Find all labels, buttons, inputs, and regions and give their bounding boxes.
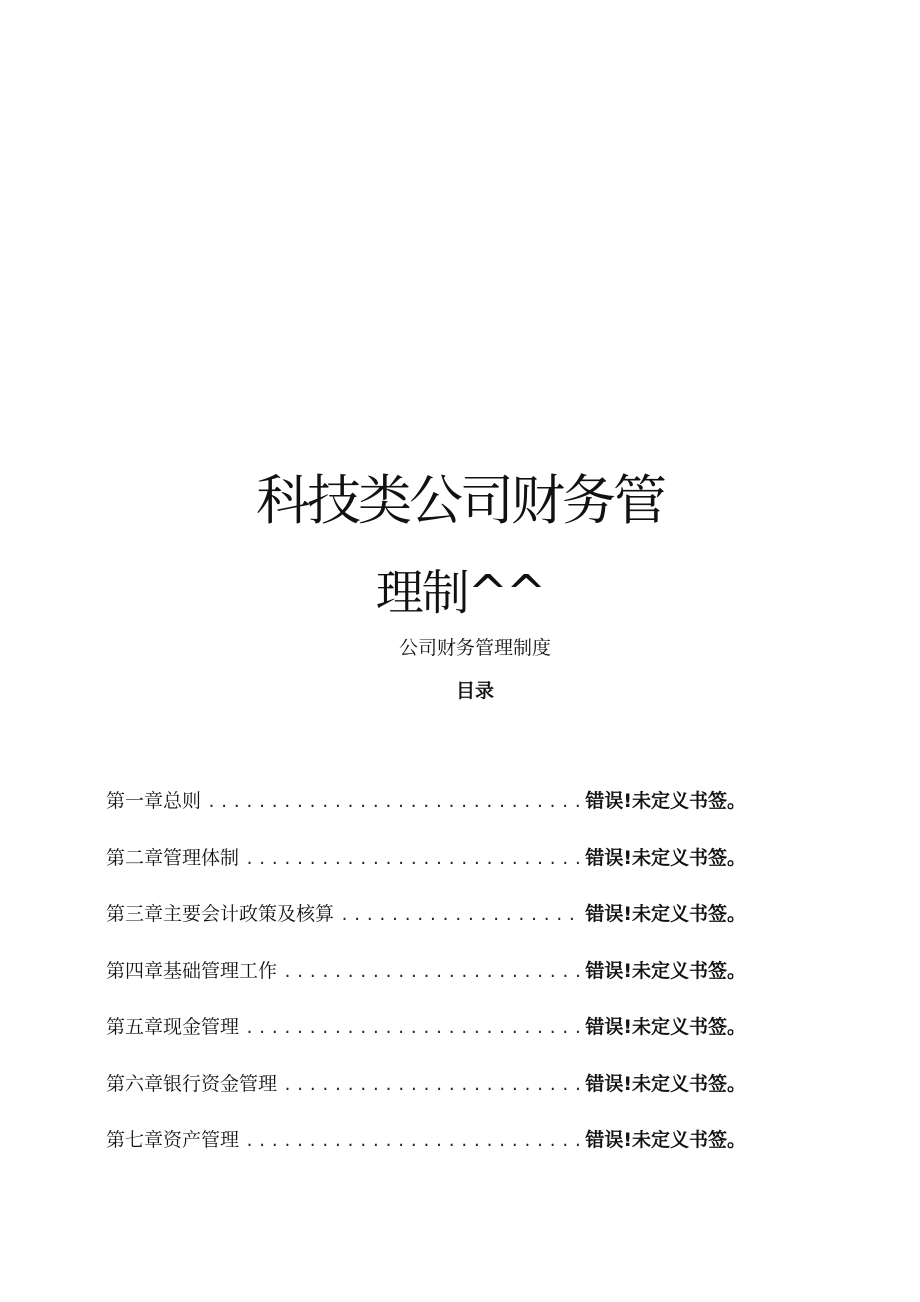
toc-entry-label: 第五章现金管理: [106, 1016, 240, 1038]
document-title-line-1: 科技类公司财务管: [256, 469, 664, 532]
toc-entry-page-ref: 错误!未定义书签。: [585, 903, 746, 925]
toc-entry-page-ref: 错误!未定义书签。: [585, 790, 746, 812]
toc-entry[interactable]: [106, 786, 746, 843]
toc-entry[interactable]: [106, 1012, 746, 1069]
toc-entry[interactable]: [106, 899, 746, 956]
toc-dot-leader: [340, 900, 581, 930]
toc-entry-label: 第四章基础管理工作: [106, 959, 278, 982]
toc-entry-page-ref: 错误!未定义书签。: [585, 846, 746, 869]
toc-heading: 目录: [455, 680, 494, 702]
toc-dot-leader: [245, 1126, 581, 1156]
toc-entry[interactable]: [106, 843, 746, 900]
toc-entry-page-ref: 错误!未定义书签。: [585, 1072, 746, 1095]
table-of-contents: [106, 786, 746, 1182]
toc-entry-page-ref: 错误!未定义书签。: [585, 1129, 746, 1151]
toc-entry[interactable]: [106, 1125, 746, 1182]
document-subtitle: 公司财务管理制度: [398, 637, 551, 659]
toc-entry-label: 第三章主要会计政策及核算: [106, 903, 335, 925]
toc-dot-leader: [283, 1070, 581, 1100]
toc-entry-label: 第六章银行资金管理: [106, 1072, 278, 1095]
toc-entry-page-ref: 错误!未定义书签。: [585, 959, 746, 982]
toc-dot-leader: [283, 957, 581, 987]
toc-dot-leader: [207, 787, 581, 817]
toc-entry-label: 第二章管理体制: [106, 846, 240, 869]
toc-entry-label: 第七章资产管理: [106, 1129, 240, 1151]
toc-entry[interactable]: [106, 956, 746, 1013]
toc-dot-leader: [245, 1013, 581, 1043]
toc-dot-leader: [245, 844, 581, 874]
toc-entry[interactable]: [106, 1069, 746, 1126]
toc-entry-page-ref: 错误!未定义书签。: [585, 1016, 746, 1038]
toc-entry-label: 第一章总则: [106, 790, 202, 812]
document-title-line-2: 理制^^: [375, 565, 545, 621]
